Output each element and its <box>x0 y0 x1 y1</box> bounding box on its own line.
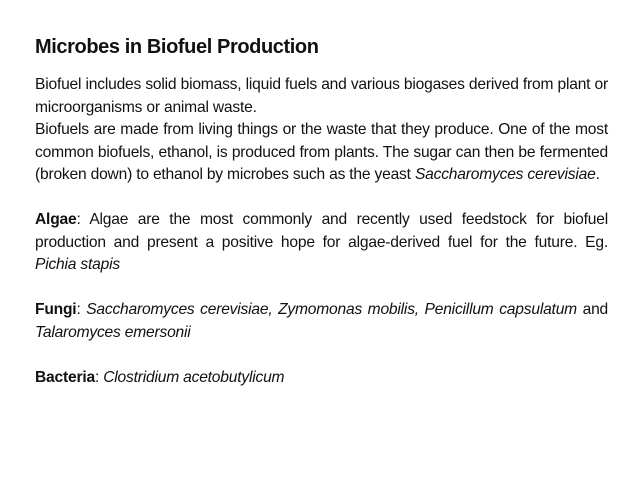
fungi-and: and <box>582 301 609 318</box>
fungi-sep: : <box>76 301 87 318</box>
slide-title: Microbes in Biofuel Production <box>35 36 319 58</box>
spacer <box>35 187 608 210</box>
algae-paragraph <box>35 209 608 277</box>
algae-text: Algae are the most commonly and recently used feedstock for biofuel production and present a positive hope for algae-derived fuel for the future. Eg. <box>35 211 608 251</box>
bacteria-label: Bacteria <box>35 368 95 386</box>
algae-sep: : <box>76 211 90 228</box>
yeast-end: . <box>595 166 600 183</box>
fungi-species-2: Talaromyces emersonii <box>35 323 191 341</box>
intro-text-1: Biofuel includes solid biomass, liquid fuels and various biogases derived from plant or microorganisms or animal waste. <box>35 76 608 116</box>
fungi-species-1: Saccharomyces cerevisiae, Zymomonas mobilis, Penicillum capsulatum <box>86 301 577 318</box>
spacer <box>35 277 608 300</box>
fungi-paragraph <box>35 299 608 344</box>
intro-paragraph-2 <box>35 119 608 187</box>
fungi-label: Fungi <box>35 301 77 318</box>
slide <box>35 34 608 389</box>
bacteria-paragraph <box>35 367 608 390</box>
yeast-name: Saccharomyces cerevisiae <box>414 166 596 183</box>
bacteria-species: Clostridium acetobutylicum <box>103 368 285 386</box>
algae-example: Pichia stapis <box>35 256 120 273</box>
bacteria-sep: : <box>94 368 104 386</box>
spacer <box>35 344 608 367</box>
algae-label: Algae <box>35 211 77 228</box>
intro-paragraph-1 <box>35 74 608 119</box>
intro-text-2: Biofuels are made from living things or the waste that they produce. One of the most common biofuels, ethanol, is produced from plants. The sugar can then be fermented (broken down) to ethanol by microbes such as the yeast <box>35 121 608 183</box>
